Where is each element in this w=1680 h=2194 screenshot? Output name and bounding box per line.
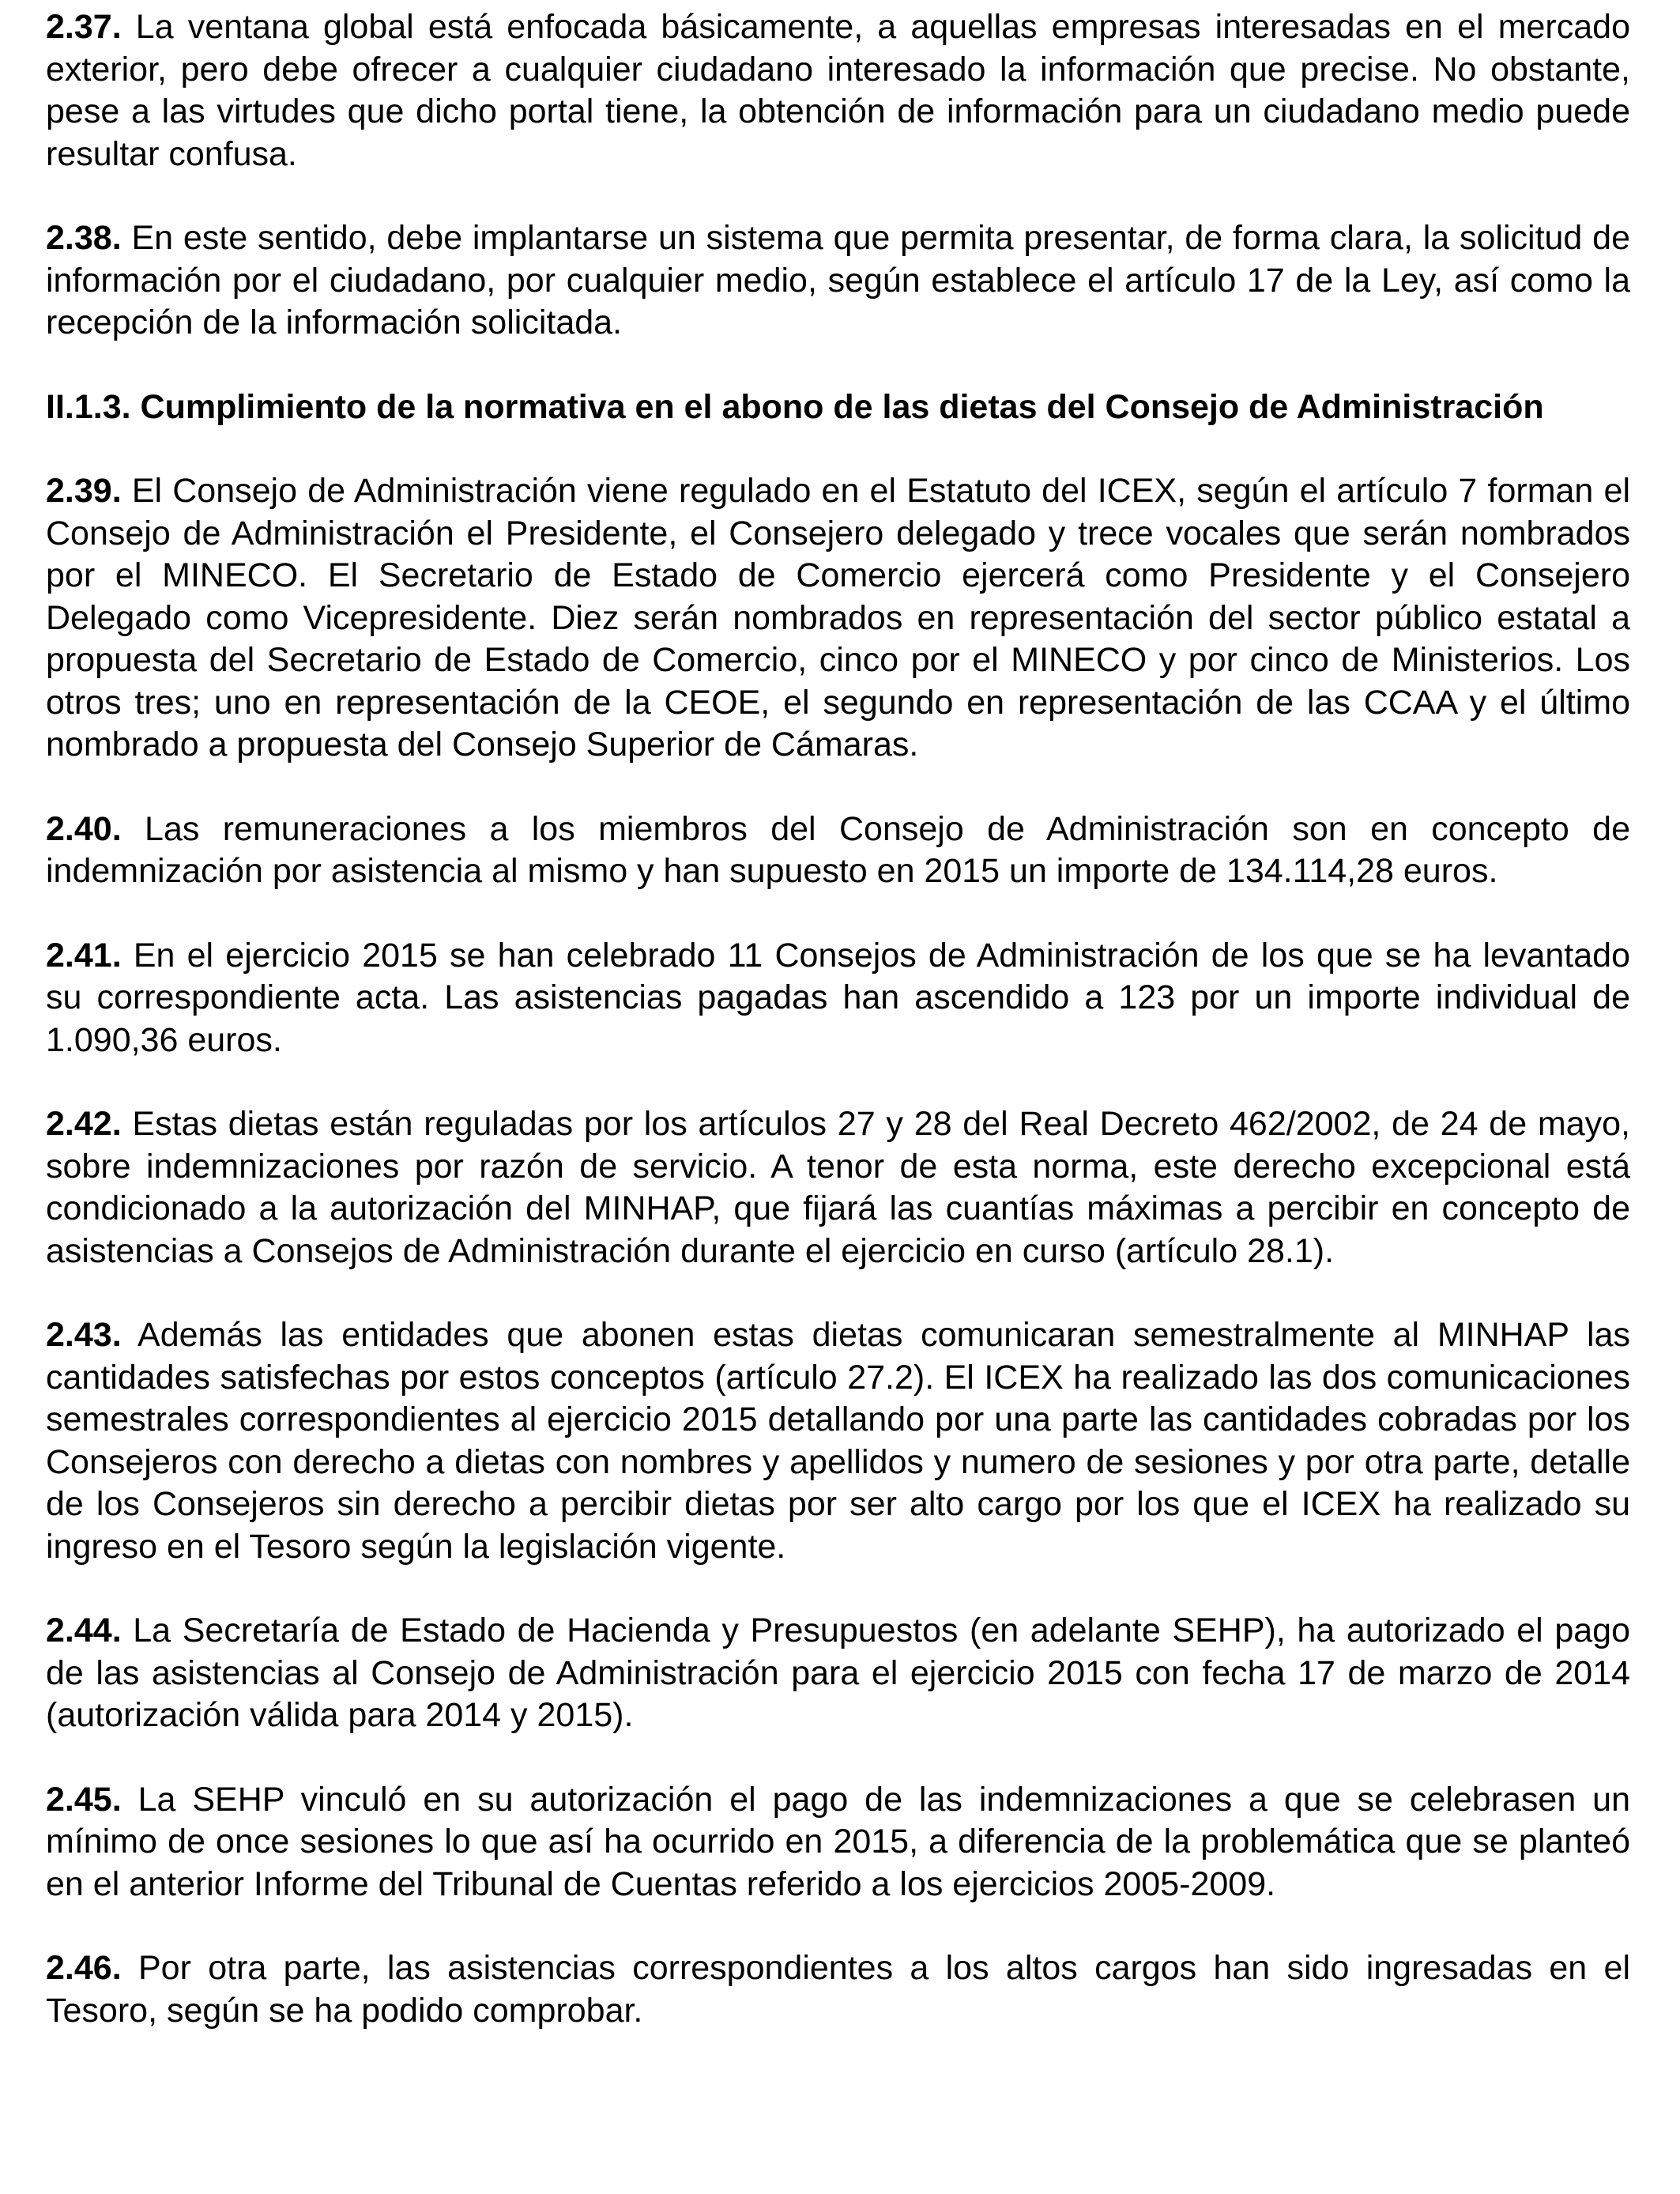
paragraph-2-41 bbox=[46, 935, 1630, 1062]
document-page bbox=[46, 6, 1630, 2074]
paragraph-number: 2.40. bbox=[46, 809, 122, 848]
paragraph-number: 2.37. bbox=[46, 8, 122, 46]
paragraph-number: 2.42. bbox=[46, 1105, 122, 1143]
paragraph-text: Además las entidades que abonen estas dietas comunicaran semestralmente al MINHAP las cantidades satisfechas por estos conceptos (artículo 27.2). El ICEX ha realizado las dos comunicaciones semestrales correspondientes al ejercicio 2015 detallando por una parte las cantidades cobradas por los Consejeros con derecho a dietas con nombres y apellidos y numero de sesiones y por otra parte, detalle de los Consejeros sin derecho a percibir dietas por ser alto cargo por los que el ICEX ha realizado su ingreso en el Tesoro según la legislación vigente. bbox=[46, 1316, 1631, 1566]
paragraph-2-37 bbox=[46, 6, 1630, 175]
paragraph-text: Las remuneraciones a los miembros del Consejo de Administración son en concepto de indemnización por asistencia al mismo y han supuesto en 2015 un importe de 134.114,28 euros. bbox=[46, 809, 1631, 890]
paragraph-text: La Secretaría de Estado de Hacienda y Presupuestos (en adelante SEHP), ha autorizado el pago de las asistencias al Consejo de Administración para el ejercicio 2015 con fecha 17 de marzo de 2014 (autorización válida para 2014 y 2015). bbox=[46, 1612, 1630, 1734]
paragraph-text: Por otra parte, las asistencias correspondientes a los altos cargos han sido ingresadas en el Tesoro, según se ha podido comprobar. bbox=[46, 1949, 1631, 2030]
paragraph-number: 2.43. bbox=[46, 1316, 122, 1354]
paragraph-number: 2.46. bbox=[46, 1949, 122, 1987]
paragraph-2-40 bbox=[46, 809, 1630, 893]
paragraph-text: En el ejercicio 2015 se han celebrado 11 Consejos de Administración de los que se ha levantado su correspondiente acta. Las asistencias pagadas han ascendido a 123 por un importe individual de 1.090,36 euros. bbox=[46, 936, 1630, 1059]
paragraph-2-42 bbox=[46, 1103, 1630, 1272]
paragraph-2-39 bbox=[46, 470, 1630, 767]
paragraph-text: En este sentido, debe implantarse un sistema que permita presentar, de forma clara, la solicitud de información por el ciudadano, por cualquier medio, según establece el artículo 17 de la Ley, así como la recepción de la información solicitada. bbox=[46, 219, 1630, 341]
paragraph-2-45 bbox=[46, 1779, 1630, 1906]
paragraph-2-38 bbox=[46, 217, 1630, 345]
paragraph-2-43 bbox=[46, 1314, 1630, 1568]
section-heading: II.1.3. Cumplimiento de la normativa en el abono de las dietas del Consejo de Administración bbox=[46, 387, 1544, 426]
paragraph-text: La ventana global está enfocada básicamente, a aquellas empresas interesadas en el mercado exterior, pero debe ofrecer a cualquier ciudadano interesado la información que precise. No obstante, pese a las virtudes que dicho portal tiene, la obtención de información para un ciudadano medio puede resultar confusa. bbox=[46, 8, 1630, 173]
paragraph-2-44 bbox=[46, 1610, 1630, 1737]
paragraph-text: La SEHP vinculó en su autorización el pago de las indemnizaciones a que se celebrasen un mínimo de once sesiones lo que así ha ocurrido en 2015, a diferencia de la problemática que se planteó en el anterior Informe del Tribunal de Cuentas referido a los ejercicios 2005-2009. bbox=[46, 1780, 1630, 1903]
paragraph-2-46 bbox=[46, 1947, 1630, 2032]
paragraph-text: El Consejo de Administración viene regulado en el Estatuto del ICEX, según el artículo 7 forman el Consejo de Administración el Presidente, el Consejero delegado y trece vocales que serán nombrados por el MINECO. El Secretario de Estado de Comercio ejercerá como Presidente y el Consejero Delegado como Vicepresidente. Diez serán nombrados en representación del sector público estatal a propuesta del Secretario de Estado de Comercio, cinco por el MINECO y por cinco de Ministerios. Los otros tres; uno en representación de la CEOE, el segundo en representación de las CCAA y el último nombrado a propuesta del Consejo Superior de Cámaras. bbox=[46, 472, 1630, 763]
paragraph-number: 2.41. bbox=[46, 936, 122, 974]
paragraph-number: 2.39. bbox=[46, 472, 122, 510]
paragraph-number: 2.38. bbox=[46, 219, 122, 257]
paragraph-number: 2.44. bbox=[46, 1612, 122, 1649]
paragraph-number: 2.45. bbox=[46, 1780, 122, 1819]
paragraph-text: Estas dietas están reguladas por los artículos 27 y 28 del Real Decreto 462/2002, de 24 de mayo, sobre indemnizaciones por razón de servicio. A tenor de esta norma, este derecho excepcional está condicionado a la autorización del MINHAP, que fijará las cuantías máximas a percibir en concepto de asistencias a Consejos de Administración durante el ejercicio en curso (artículo 28.1). bbox=[46, 1105, 1630, 1270]
